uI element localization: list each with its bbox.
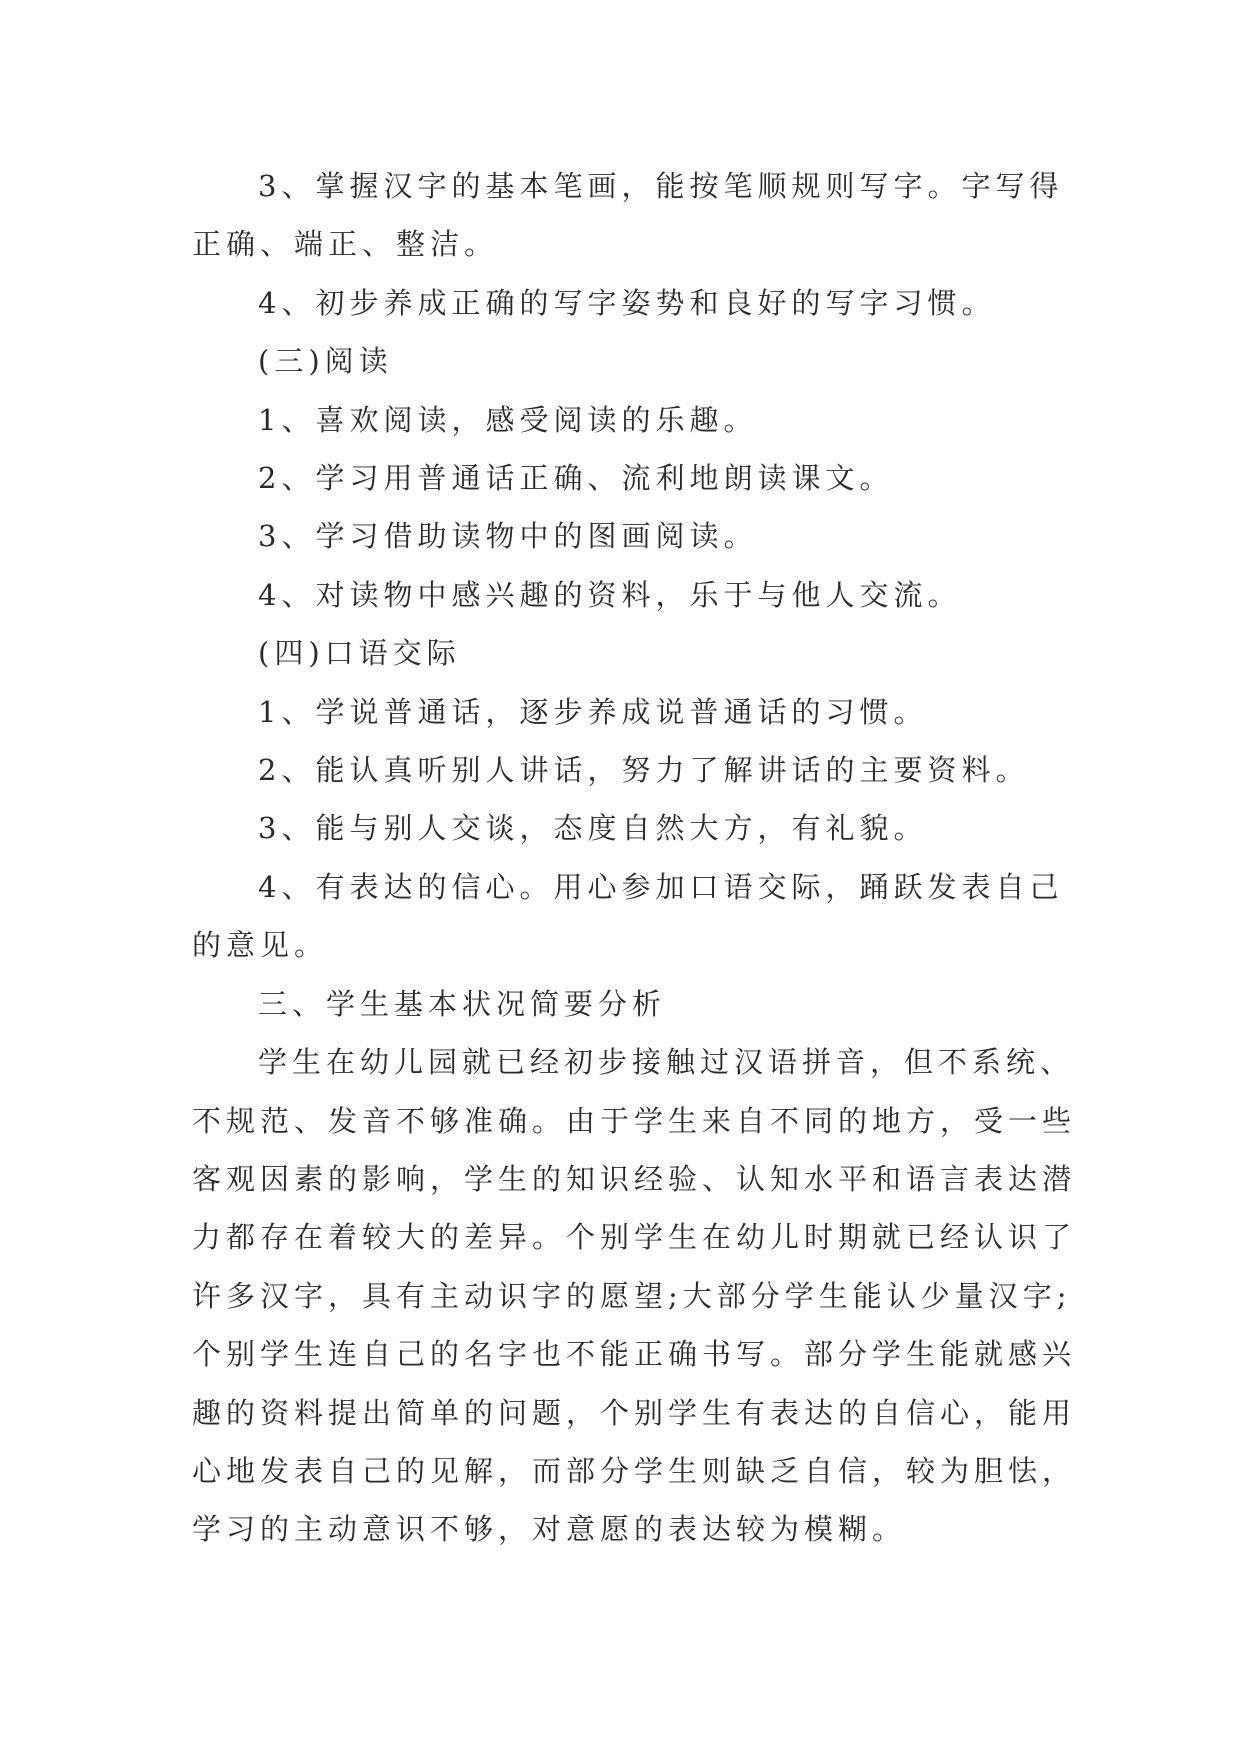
paragraph [192, 683, 1072, 741]
paragraph [192, 157, 1072, 274]
paragraph [192, 624, 1072, 682]
text-line: 心地发表自己的见解，而部分学生则缺乏自信，较为胆怯， [192, 1453, 1077, 1488]
text-line: 4、对读物中感兴趣的资料，乐于与他人交流。 [258, 577, 962, 612]
paragraph [192, 449, 1072, 507]
text-line: 不规范、发音不够准确。由于学生来自不同的地方，受一些 [192, 1103, 1077, 1138]
text-line: 许多汉字，具有主动识字的愿望;大部分学生能认少量汉字; [192, 1278, 1072, 1313]
document-body [192, 157, 1077, 1559]
paragraph [192, 507, 1072, 565]
text-line: 2、学习用普通话正确、流利地朗读课文。 [258, 461, 894, 496]
text-line: 4、初步养成正确的写字姿势和良好的写字习惯。 [258, 285, 996, 320]
text-line: 正确、端正、整洁。 [192, 227, 499, 262]
text-line: 2、能认真听别人讲话，努力了解讲话的主要资料。 [258, 753, 1030, 788]
paragraph [192, 391, 1072, 449]
text-line: 三、学生基本状况简要分析 [258, 986, 667, 1021]
text-line: 3、掌握汉字的基本笔画，能按笔顺规则写字。字写得 [258, 169, 1064, 203]
paragraph [192, 975, 1072, 1033]
text-line: 客观因素的影响，学生的知识经验、认知水平和语言表达潜 [192, 1161, 1077, 1196]
paragraph [192, 1033, 1077, 1559]
paragraph [192, 566, 1072, 624]
text-line: 趣的资料提出简单的问题，个别学生有表达的自信心，能用 [192, 1395, 1077, 1430]
text-line: 力都存在着较大的差异。个别学生在幼儿时期就已经认识了 [192, 1220, 1077, 1255]
paragraph [192, 741, 1072, 799]
text-line: (三)阅读 [258, 344, 393, 379]
paragraph [192, 274, 1072, 332]
text-line: 4、有表达的信心。用心参加口语交际，踊跃发表自己 [258, 869, 1064, 904]
text-line: 1、喜欢阅读，感受阅读的乐趣。 [258, 402, 758, 437]
text-line: 学生在幼儿园就已经初步接触过汉语拼音，但不系统、 [258, 1045, 1075, 1080]
text-line: 1、学说普通话，逐步养成说普通话的习惯。 [258, 694, 928, 729]
paragraph [192, 332, 1072, 390]
text-line: 3、学习借助读物中的图画阅读。 [258, 519, 758, 554]
text-line: 个别学生连自己的名字也不能正确书写。部分学生能就感兴 [192, 1337, 1077, 1372]
paragraph [192, 858, 1072, 975]
text-line: (四)口语交际 [258, 636, 461, 671]
text-line: 学习的主动意识不够，对意愿的表达较为模糊。 [192, 1512, 907, 1547]
text-line: 的意见。 [192, 928, 329, 963]
paragraph [192, 799, 1072, 857]
text-line: 3、能与别人交谈，态度自然大方，有礼貌。 [258, 811, 928, 846]
